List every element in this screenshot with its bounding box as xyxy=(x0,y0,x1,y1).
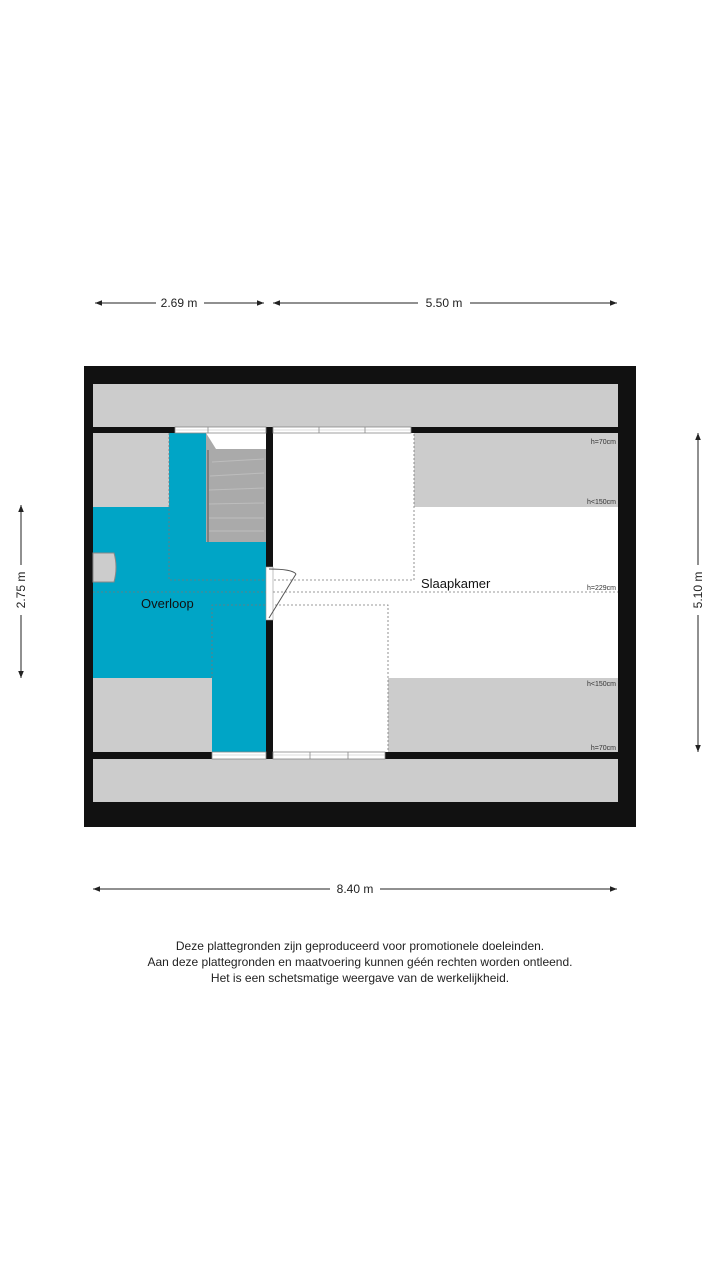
dimension-bottom xyxy=(93,882,617,896)
room-label-slaapkamer: Slaapkamer xyxy=(421,576,491,591)
dimension-right xyxy=(691,433,705,752)
height-label-lower: h<150cm xyxy=(587,681,616,688)
height-label-middle: h=229cm xyxy=(587,585,616,592)
disclaimer-line-1: Deze plattegronden zijn geproduceerd voor promotionele doeleinden. xyxy=(175,939,545,953)
interior-wall xyxy=(266,427,273,759)
window-top-landing xyxy=(175,427,266,433)
window-top-bedroom xyxy=(273,427,411,433)
disclaimer xyxy=(0,938,720,986)
dimension-top-left xyxy=(95,296,264,310)
dimension-top-right xyxy=(273,296,617,310)
window-bottom-landing xyxy=(212,752,266,759)
dimension-right-label: 5.10 m xyxy=(691,571,705,609)
height-label-upper: h<150cm xyxy=(587,499,616,506)
height-label-bottom: h=70cm xyxy=(590,745,616,752)
dimension-bottom-label: 8.40 m xyxy=(336,882,374,896)
chimney-fixture xyxy=(93,553,116,582)
dimension-left xyxy=(14,505,28,678)
height-label-top: h=70cm xyxy=(590,439,616,446)
disclaimer-line-3: Het is een schetsmatige weergave van de werkelijkheid. xyxy=(210,971,510,985)
dimension-left-label: 2.75 m xyxy=(14,571,28,609)
stairwell xyxy=(206,433,266,542)
room-label-overloop: Overloop xyxy=(141,596,194,611)
dimension-top-right-label: 5.50 m xyxy=(425,296,463,310)
dimension-top-left-label: 2.69 m xyxy=(160,296,198,310)
window-bottom-bedroom xyxy=(273,752,385,759)
disclaimer-line-2: Aan deze plattegronden en maatvoering kunnen géén rechten worden ontleend. xyxy=(147,955,573,969)
